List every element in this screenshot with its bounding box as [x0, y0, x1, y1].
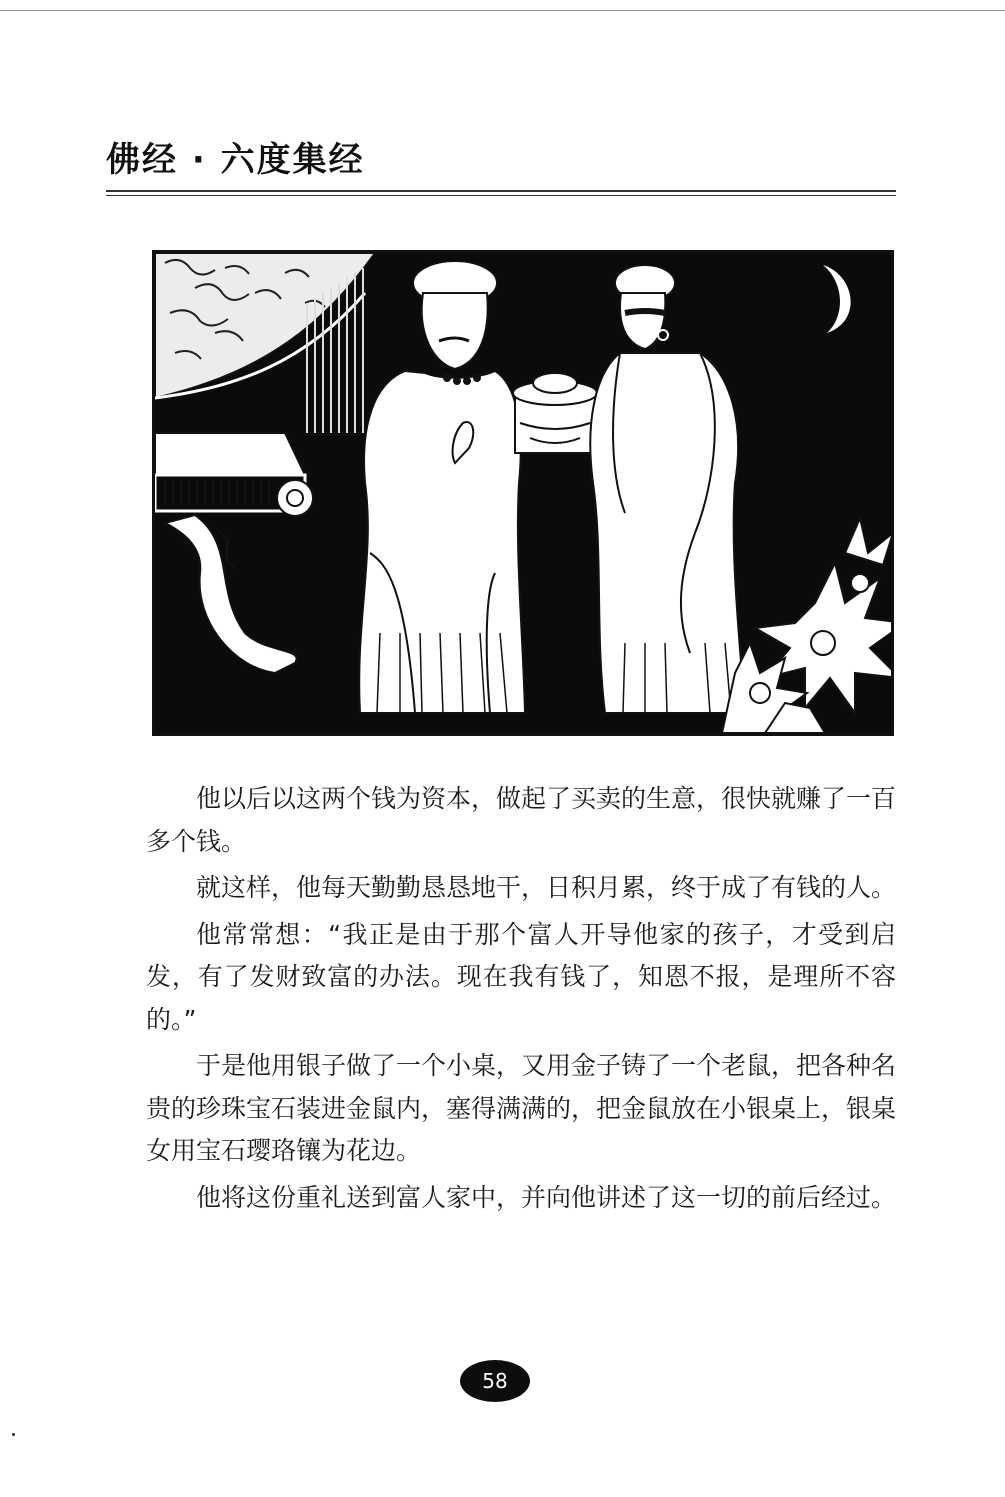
- header-divider: [106, 190, 896, 196]
- paragraph: 于是他用银子做了一个小桌，又用金子铸了一个老鼠，把各种名贵的珍珠宝石装进金鼠内，塞得满满的，把金鼠放在小银桌上，银桌女用宝石璎珞镶为花边。: [146, 1051, 897, 1165]
- top-rule: [0, 10, 1005, 11]
- illustration-two-men-gift-icon: [155, 253, 891, 733]
- paragraph: 他常常想：“我正是由于那个富人开导他家的孩子，才受到启发，有了发财致富的办法。现在我有钱了，知恩不报，是理所不容的。”: [146, 919, 896, 1034]
- paragraph: 就这样，他每天勤勤恳恳地干，日积月累，终于成了有钱的人。: [196, 873, 897, 902]
- speck: [12, 1433, 15, 1436]
- paragraph: 他将这份重礼送到富人家中，并向他讲述了这一切的前后经过。: [196, 1182, 897, 1212]
- body-text: [146, 778, 896, 1223]
- illustration: [152, 250, 894, 736]
- page-number: 58: [460, 1360, 530, 1402]
- paragraph: 他以后以这两个钱为资本，做起了买卖的生意，很快就赚了一百多个钱。: [146, 784, 897, 856]
- page-header-title: 佛经 · 六度集经: [106, 140, 365, 180]
